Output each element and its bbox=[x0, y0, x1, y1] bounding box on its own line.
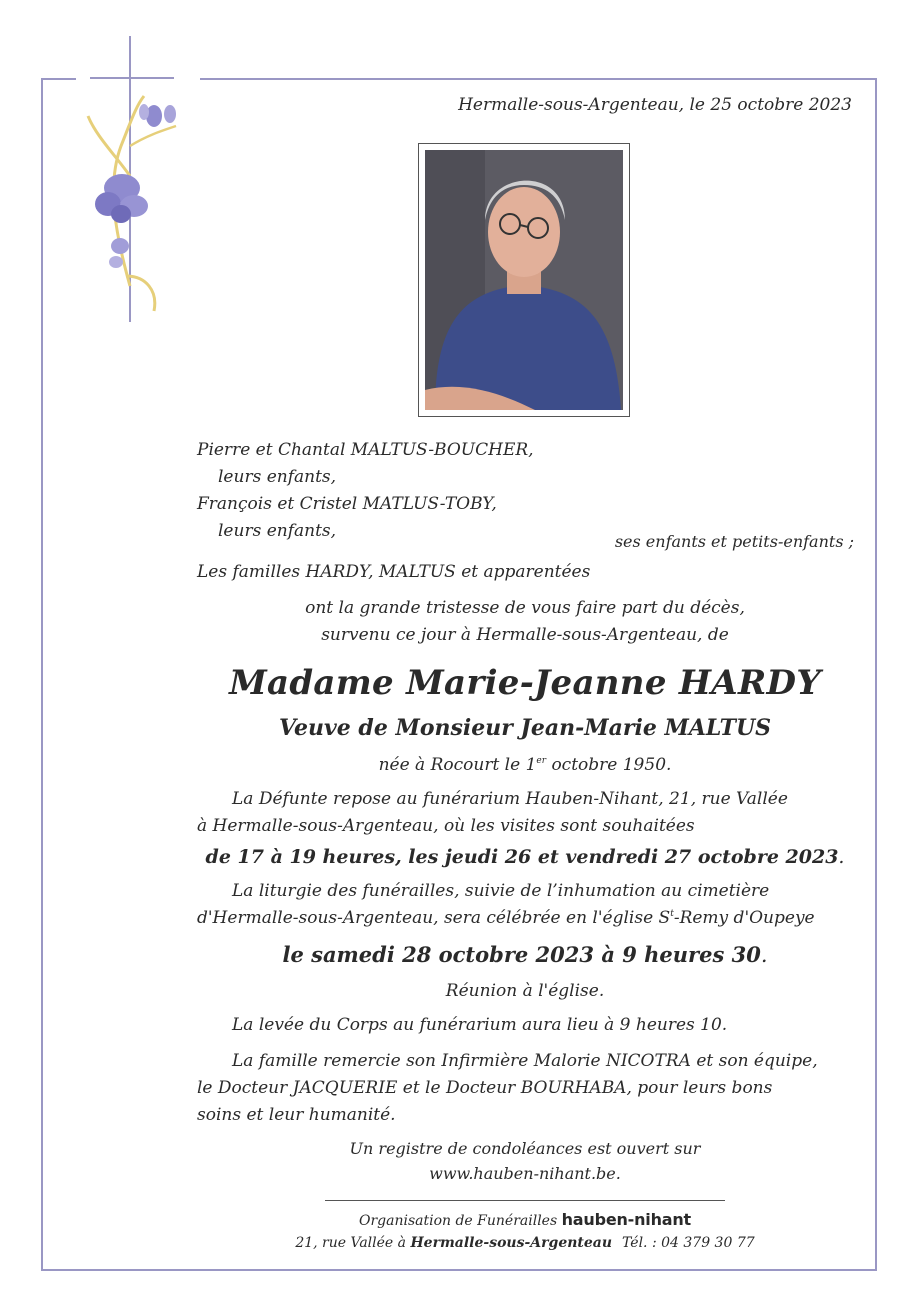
footer-phone: Tél. : 04 379 30 77 bbox=[622, 1235, 755, 1251]
visit-times-dot: . bbox=[838, 846, 845, 868]
visit-line-1: La Défunte repose au funérarium Hauben-Nihant, 21, rue Vallée bbox=[232, 789, 788, 809]
visit-times bbox=[196, 842, 854, 872]
birth-post: octobre 1950. bbox=[546, 755, 672, 775]
cross-flower-icon bbox=[76, 36, 200, 332]
portrait-illustration bbox=[425, 150, 623, 410]
family-side-note: ses enfants et petits-enfants ; bbox=[614, 532, 854, 551]
thanks-line-1: La famille remercie son Infirmière Malorie NICOTRA et son équipe, bbox=[232, 1051, 818, 1071]
funeral-date-dot: . bbox=[760, 943, 768, 967]
funeral-date-text: le samedi 28 octobre 2023 à 9 heures 30 bbox=[282, 942, 761, 967]
footer-separator bbox=[325, 1200, 725, 1201]
cross-decoration bbox=[76, 36, 200, 332]
funeral-line-1: La liturgie des funérailles, suivie de l’inhumation au cimetière bbox=[232, 881, 770, 901]
footer-org bbox=[196, 1208, 854, 1233]
footer-address-town: Hermalle-sous-Argenteau bbox=[410, 1235, 613, 1251]
funeral-line-2 bbox=[197, 905, 815, 932]
family-line-5: Les familles HARDY, MALTUS et apparentées bbox=[197, 562, 591, 582]
family-line-1: Pierre et Chantal MALTUS-BOUCHER, bbox=[197, 440, 534, 460]
thanks-line-2: le Docteur JACQUERIE et le Docteur BOURHABA, pour leurs bons bbox=[197, 1078, 773, 1098]
date-line: Hermalle-sous-Argenteau, le 25 octobre 2023 bbox=[458, 95, 852, 115]
family-line-3: François et Cristel MATLUS-TOBY, bbox=[197, 494, 497, 514]
registry-link[interactable]: www.hauben-nihant.be. bbox=[429, 1164, 621, 1183]
funeral-line-2-sup: t bbox=[670, 909, 674, 919]
funeral-date bbox=[196, 939, 854, 971]
family-line-4: leurs enfants, bbox=[218, 521, 337, 541]
portrait-photo bbox=[418, 143, 630, 417]
footer-address-pre: 21, rue Vallée à bbox=[295, 1235, 411, 1251]
visit-line-2: à Hermalle-sous-Argenteau, où les visites sont souhaitées bbox=[197, 816, 695, 836]
funeral-line-2-pre: d'Hermalle-sous-Argenteau, sera célébrée en l'église S bbox=[197, 908, 671, 928]
portrait-image bbox=[425, 150, 623, 410]
deceased-name: Madame Marie-Jeanne HARDY bbox=[229, 663, 821, 703]
funeral-line-2-post: -Remy d'Oupeye bbox=[673, 908, 815, 928]
brand-logo: hauben-nihant bbox=[561, 1210, 692, 1229]
levee-line: La levée du Corps au funérarium aura lieu à 9 heures 10. bbox=[232, 1015, 728, 1035]
footer-org-label: Organisation de Funérailles bbox=[358, 1213, 562, 1229]
family-line-2: leurs enfants, bbox=[218, 467, 337, 487]
announce-line-1: ont la grande tristesse de vous faire part du décès, bbox=[305, 598, 745, 618]
registry-line-1: Un registre de condoléances est ouvert sur bbox=[349, 1139, 701, 1158]
widow-line: Veuve de Monsieur Jean-Marie MALTUS bbox=[278, 715, 772, 741]
thanks-line-3: soins et leur humanité. bbox=[197, 1105, 396, 1125]
visit-times-text: de 17 à 19 heures, les jeudi 26 et vendredi 27 octobre 2023 bbox=[205, 846, 839, 868]
footer-address bbox=[196, 1231, 854, 1255]
announce-line-2: survenu ce jour à Hermalle-sous-Argenteau, de bbox=[321, 625, 729, 645]
birth-line bbox=[196, 752, 854, 779]
birth-pre: née à Rocourt le 1 bbox=[378, 755, 537, 775]
birth-sup: er bbox=[536, 756, 547, 766]
reunion-line: Réunion à l'église. bbox=[445, 981, 605, 1001]
